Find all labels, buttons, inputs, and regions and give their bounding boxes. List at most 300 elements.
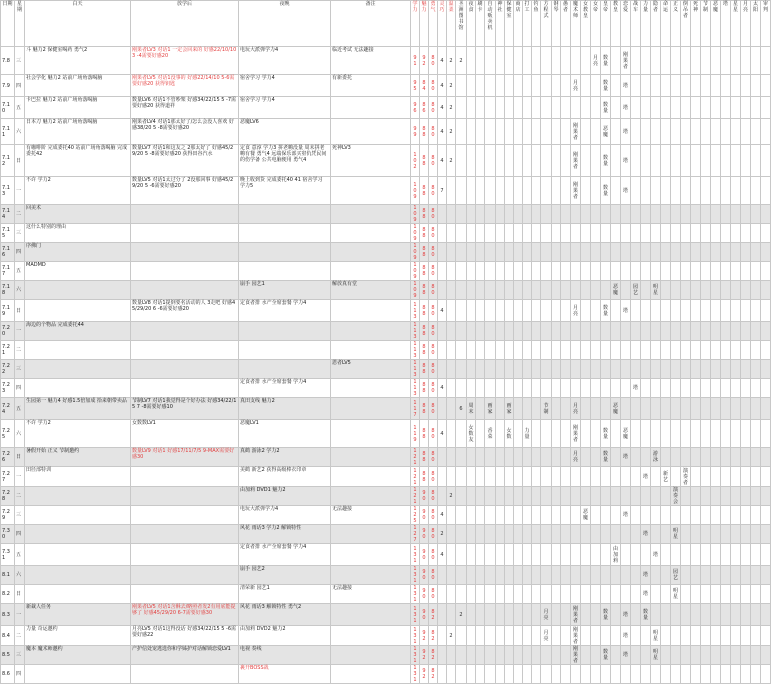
stat-cell: 131: [411, 566, 420, 585]
activity-cell: [711, 604, 721, 626]
activity-cell: [741, 97, 751, 119]
daytime-cell: 卡巴拉 魅力2 站前广场角落喝脑: [25, 97, 131, 119]
activity-cell: [701, 604, 711, 626]
after-school-cell: [131, 341, 239, 360]
stat-cell: 80: [429, 243, 438, 262]
weekday-cell: 三: [15, 646, 25, 665]
activity-cell: [711, 506, 721, 525]
activity-cell: 新艺: [661, 467, 671, 487]
column-header: 圣洲图书馆: [456, 1, 467, 47]
activity-cell: [514, 300, 523, 322]
weekday-cell: 四: [15, 379, 25, 398]
stat-cell: 80: [429, 262, 438, 281]
activity-cell: [467, 119, 476, 145]
activity-cell: [532, 119, 541, 145]
activity-cell: [601, 566, 611, 585]
activity-cell: [611, 360, 621, 379]
extra-cell: [438, 604, 447, 626]
stat-cell: 113: [411, 379, 420, 398]
activity-cell: [671, 300, 681, 322]
activity-cell: [485, 360, 496, 379]
activity-cell: [741, 626, 751, 646]
column-header: 愚者: [561, 1, 571, 47]
activity-cell: [505, 566, 514, 585]
date-cell: 7.11: [1, 119, 15, 145]
activity-cell: [761, 646, 771, 665]
activity-cell: [611, 525, 621, 544]
table-row: [1, 75, 771, 97]
activity-cell: [552, 243, 561, 262]
activity-cell: [601, 585, 611, 604]
extra-cell: [456, 487, 467, 506]
note-cell: [331, 341, 411, 360]
stat-cell: 80: [429, 420, 438, 448]
daytime-cell: 海边的个物品 完成委托44: [25, 322, 131, 341]
daytime-cell: 有咖啡阶 完成委托40 站前广场角落喝脑 完成委托42: [25, 145, 131, 177]
stat-cell: 121: [411, 467, 420, 487]
activity-cell: [485, 205, 496, 224]
activity-cell: [581, 341, 591, 360]
activity-cell: [485, 243, 496, 262]
activity-cell: [485, 566, 496, 585]
activity-cell: [641, 119, 651, 145]
activity-cell: [561, 300, 571, 322]
activity-cell: [581, 322, 591, 341]
stat-cell: 88: [420, 420, 429, 448]
stat-cell: 80: [429, 341, 438, 360]
activity-cell: [523, 75, 532, 97]
note-cell: [331, 379, 411, 398]
activity-cell: [641, 300, 651, 322]
activity-cell: [591, 281, 601, 300]
activity-cell: [467, 145, 476, 177]
activity-cell: [541, 379, 552, 398]
weekday-cell: 四: [15, 665, 25, 684]
after-school-cell: [131, 281, 239, 300]
stat-cell: 88: [420, 119, 429, 145]
daytime-cell: 社会学化 魅力2 站前广场角落喝脑: [25, 75, 131, 97]
activity-cell: [523, 398, 532, 420]
after-school-cell: [131, 205, 239, 224]
activity-cell: [476, 626, 485, 646]
activity-cell: [591, 119, 601, 145]
stat-cell: 88: [420, 379, 429, 398]
activity-cell: [505, 224, 514, 243]
stat-cell: 80: [429, 47, 438, 75]
table-row: [1, 360, 771, 379]
extra-cell: 4: [438, 145, 447, 177]
activity-cell: [741, 585, 751, 604]
activity-cell: 刚果者: [571, 177, 581, 205]
activity-cell: [671, 467, 681, 487]
activity-cell: [731, 145, 741, 177]
activity-cell: [571, 47, 581, 75]
extra-cell: [456, 360, 467, 379]
activity-cell: [496, 341, 505, 360]
activity-cell: [691, 487, 701, 506]
activity-cell: [621, 205, 631, 224]
activity-cell: [751, 262, 761, 281]
column-header: 魔术师: [571, 1, 581, 47]
stat-cell: 82: [429, 604, 438, 626]
activity-cell: [532, 177, 541, 205]
activity-cell: 月亮: [571, 300, 581, 322]
activity-cell: [641, 224, 651, 243]
extra-cell: [447, 341, 456, 360]
activity-cell: [581, 300, 591, 322]
extra-cell: [447, 448, 456, 467]
table-row: [1, 145, 771, 177]
activity-cell: [701, 448, 711, 467]
extra-cell: [447, 243, 456, 262]
activity-cell: [671, 224, 681, 243]
extra-cell: [438, 585, 447, 604]
activity-cell: [496, 544, 505, 566]
column-header: 力量: [641, 1, 651, 47]
activity-cell: 女数友: [467, 420, 476, 448]
activity-cell: [532, 97, 541, 119]
activity-cell: [721, 360, 731, 379]
activity-cell: [651, 341, 661, 360]
activity-cell: [671, 420, 681, 448]
date-cell: 7.18: [1, 281, 15, 300]
activity-cell: [552, 398, 561, 420]
extra-cell: [456, 420, 467, 448]
activity-cell: [591, 467, 601, 487]
activity-cell: [541, 300, 552, 322]
activity-cell: [651, 585, 661, 604]
daytime-cell: 魔本 魔术师邀约: [25, 646, 131, 665]
activity-cell: 园艺: [631, 281, 641, 300]
weekday-cell: 五: [15, 398, 25, 420]
activity-cell: [741, 119, 751, 145]
weekday-cell: 六: [15, 420, 25, 448]
activity-cell: [552, 205, 561, 224]
activity-cell: [711, 205, 721, 224]
date-cell: 7.28: [1, 487, 15, 506]
activity-cell: [731, 487, 741, 506]
activity-cell: 明星: [671, 525, 681, 544]
weekday-cell: 三: [15, 224, 25, 243]
table-row: [1, 665, 771, 684]
activity-cell: [681, 177, 691, 205]
activity-cell: [631, 604, 641, 626]
activity-cell: [631, 75, 641, 97]
note-cell: 死神LV3: [331, 145, 411, 177]
activity-cell: [641, 322, 651, 341]
activity-cell: [611, 506, 621, 525]
stat-cell: 80: [429, 506, 438, 525]
extra-cell: [456, 224, 467, 243]
activity-cell: [621, 224, 631, 243]
night-cell: 晚上收到货 完成委托40 41 宿舍学习 学力5: [239, 177, 331, 205]
activity-cell: [523, 119, 532, 145]
activity-cell: [691, 506, 701, 525]
activity-cell: [681, 243, 691, 262]
activity-cell: [476, 544, 485, 566]
activity-cell: [721, 604, 731, 626]
activity-cell: [741, 566, 751, 585]
activity-cell: [661, 281, 671, 300]
activity-cell: [651, 420, 661, 448]
daytime-cell: [25, 487, 131, 506]
activity-cell: [661, 420, 671, 448]
stat-cell: 88: [420, 281, 429, 300]
activity-cell: 月亮: [571, 75, 581, 97]
activity-cell: [691, 262, 701, 281]
activity-cell: [496, 205, 505, 224]
stat-cell: 91: [411, 47, 420, 75]
activity-cell: [701, 322, 711, 341]
activity-cell: [611, 224, 621, 243]
extra-cell: [438, 205, 447, 224]
activity-cell: 塔: [651, 544, 661, 566]
date-cell: 7.17: [1, 262, 15, 281]
activity-cell: [496, 281, 505, 300]
stat-cell: 80: [429, 525, 438, 544]
activity-cell: [651, 665, 661, 684]
activity-cell: [731, 544, 741, 566]
activity-cell: [591, 566, 601, 585]
activity-cell: [561, 506, 571, 525]
activity-cell: [641, 243, 651, 262]
activity-cell: [651, 566, 661, 585]
stat-cell: 109: [411, 243, 420, 262]
activity-cell: 月亮: [571, 448, 581, 467]
stat-cell: 80: [429, 544, 438, 566]
activity-cell: [671, 341, 681, 360]
table-row: [1, 300, 771, 322]
activity-cell: [514, 566, 523, 585]
activity-cell: [485, 665, 496, 684]
activity-cell: 由加莉: [611, 544, 621, 566]
activity-cell: [641, 420, 651, 448]
stat-cell: 109: [411, 177, 420, 205]
activity-cell: [523, 487, 532, 506]
after-school-cell: [131, 487, 239, 506]
activity-cell: [467, 75, 476, 97]
activity-cell: [621, 360, 631, 379]
after-school-cell: 刚果者LV3 对话1 一定会回来的 好感22/10/10 3 -4需要好感20: [131, 47, 239, 75]
night-cell: 定食者排 水产全席套餐 学力4: [239, 300, 331, 322]
activity-cell: [561, 646, 571, 665]
activity-cell: [681, 262, 691, 281]
stat-cell: 88: [420, 398, 429, 420]
activity-cell: [523, 506, 532, 525]
activity-cell: [485, 75, 496, 97]
activity-cell: [523, 205, 532, 224]
activity-cell: [661, 47, 671, 75]
activity-cell: [661, 205, 671, 224]
activity-cell: [601, 544, 611, 566]
activity-cell: [485, 47, 496, 75]
activity-cell: [731, 119, 741, 145]
after-school-cell: 数量LV6 对话1不管吵架 好感34/22/15 5 -7需要好感20 获得道祥: [131, 97, 239, 119]
night-cell: [239, 322, 331, 341]
activity-cell: [651, 97, 661, 119]
date-cell: 8.6: [1, 665, 15, 684]
table-row: [1, 205, 771, 224]
activity-cell: [671, 665, 681, 684]
activity-cell: [591, 604, 601, 626]
activity-cell: [681, 506, 691, 525]
activity-cell: [671, 544, 681, 566]
activity-cell: 月亮: [541, 604, 552, 626]
activity-cell: [721, 75, 731, 97]
activity-cell: [711, 243, 721, 262]
activity-cell: [541, 525, 552, 544]
after-school-cell: [131, 360, 239, 379]
activity-cell: [761, 420, 771, 448]
activity-cell: [721, 97, 731, 119]
daytime-cell: 田径部特训: [25, 467, 131, 487]
activity-cell: [661, 646, 671, 665]
activity-cell: [631, 341, 641, 360]
date-cell: 7.21: [1, 341, 15, 360]
after-school-cell: 数量LV5 对话1太过分了 2没那回事 好感45/29/20 5 -6需要好感20: [131, 177, 239, 205]
activity-cell: [681, 448, 691, 467]
activity-cell: [581, 646, 591, 665]
activity-cell: [552, 224, 561, 243]
activity-cell: [601, 506, 611, 525]
activity-cell: [505, 487, 514, 506]
extra-cell: [447, 300, 456, 322]
activity-cell: [691, 322, 701, 341]
activity-cell: [476, 322, 485, 341]
activity-cell: [741, 646, 751, 665]
activity-cell: [505, 665, 514, 684]
extra-cell: [456, 97, 467, 119]
activity-cell: [661, 119, 671, 145]
night-cell: [239, 224, 331, 243]
activity-cell: [591, 75, 601, 97]
activity-cell: [591, 585, 601, 604]
activity-cell: [651, 604, 661, 626]
weekday-cell: 四: [15, 75, 25, 97]
activity-cell: 节制: [541, 398, 552, 420]
activity-cell: [731, 506, 741, 525]
activity-cell: [532, 420, 541, 448]
activity-cell: [581, 487, 591, 506]
activity-cell: [671, 322, 681, 341]
activity-cell: [485, 177, 496, 205]
activity-cell: [496, 360, 505, 379]
stat-cell: 113: [411, 360, 420, 379]
activity-cell: [721, 566, 731, 585]
activity-cell: [641, 448, 651, 467]
after-school-cell: 刚果者LV5 对话1没事的 好感22/14/10 5-6需要好感20 获得钥匙: [131, 75, 239, 97]
activity-cell: [523, 448, 532, 467]
activity-cell: [671, 177, 681, 205]
after-school-cell: 数量LV8 对话1提倒要名活动的人 3走吧 好感45/29/20 6 -6需要好感20: [131, 300, 239, 322]
stat-cell: 88: [420, 341, 429, 360]
activity-cell: [467, 626, 476, 646]
activity-cell: [731, 604, 741, 626]
column-header: 教皇: [611, 1, 621, 47]
activity-cell: [523, 360, 532, 379]
activity-cell: [681, 300, 691, 322]
activity-cell: [561, 177, 571, 205]
date-cell: 7.13: [1, 177, 15, 205]
activity-cell: [731, 420, 741, 448]
activity-cell: [751, 379, 761, 398]
night-cell: 风花 雨话3 学力2 解锁特性: [239, 525, 331, 544]
activity-cell: [485, 262, 496, 281]
extra-cell: [438, 341, 447, 360]
activity-cell: [601, 224, 611, 243]
activity-cell: [671, 379, 681, 398]
activity-cell: [552, 262, 561, 281]
activity-cell: [631, 448, 641, 467]
activity-cell: [591, 398, 601, 420]
extra-cell: [438, 262, 447, 281]
activity-cell: [591, 665, 601, 684]
extra-cell: [438, 360, 447, 379]
activity-cell: [476, 604, 485, 626]
stat-cell: 127: [411, 525, 420, 544]
extra-cell: [438, 487, 447, 506]
activity-cell: [541, 448, 552, 467]
activity-cell: [467, 379, 476, 398]
activity-cell: [601, 379, 611, 398]
activity-cell: [651, 379, 661, 398]
after-school-cell: [131, 243, 239, 262]
extra-cell: 4: [438, 300, 447, 322]
activity-cell: 塔: [641, 566, 651, 585]
activity-cell: [541, 177, 552, 205]
activity-cell: [496, 177, 505, 205]
activity-cell: [741, 322, 751, 341]
extra-cell: [456, 626, 467, 646]
after-school-cell: [131, 525, 239, 544]
activity-cell: 塔: [621, 604, 631, 626]
activity-cell: [671, 646, 681, 665]
activity-cell: [661, 243, 671, 262]
activity-cell: [485, 341, 496, 360]
activity-cell: [467, 224, 476, 243]
activity-cell: [532, 665, 541, 684]
note-cell: [331, 398, 411, 420]
column-header: 女教皇: [581, 1, 591, 47]
table-row: [1, 646, 771, 665]
table-row: [1, 626, 771, 646]
activity-cell: [741, 243, 751, 262]
activity-cell: [711, 379, 721, 398]
activity-cell: [751, 487, 761, 506]
activity-cell: [541, 145, 552, 177]
table-row: [1, 379, 771, 398]
activity-cell: [741, 224, 751, 243]
stat-cell: 88: [420, 448, 429, 467]
activity-cell: [651, 119, 661, 145]
night-cell: 电玩大派弹学力4: [239, 506, 331, 525]
activity-cell: [601, 360, 611, 379]
stat-cell: 131: [411, 646, 420, 665]
activity-cell: [631, 544, 641, 566]
activity-cell: [731, 205, 741, 224]
activity-cell: [581, 145, 591, 177]
activity-cell: [701, 646, 711, 665]
activity-cell: [476, 47, 485, 75]
activity-cell: [741, 360, 751, 379]
weekday-cell: 一: [15, 322, 25, 341]
activity-cell: [751, 224, 761, 243]
daytime-cell: 新裁人任务: [25, 604, 131, 626]
activity-cell: [532, 626, 541, 646]
after-school-cell: [131, 224, 239, 243]
activity-cell: [661, 398, 671, 420]
activity-cell: [571, 322, 581, 341]
